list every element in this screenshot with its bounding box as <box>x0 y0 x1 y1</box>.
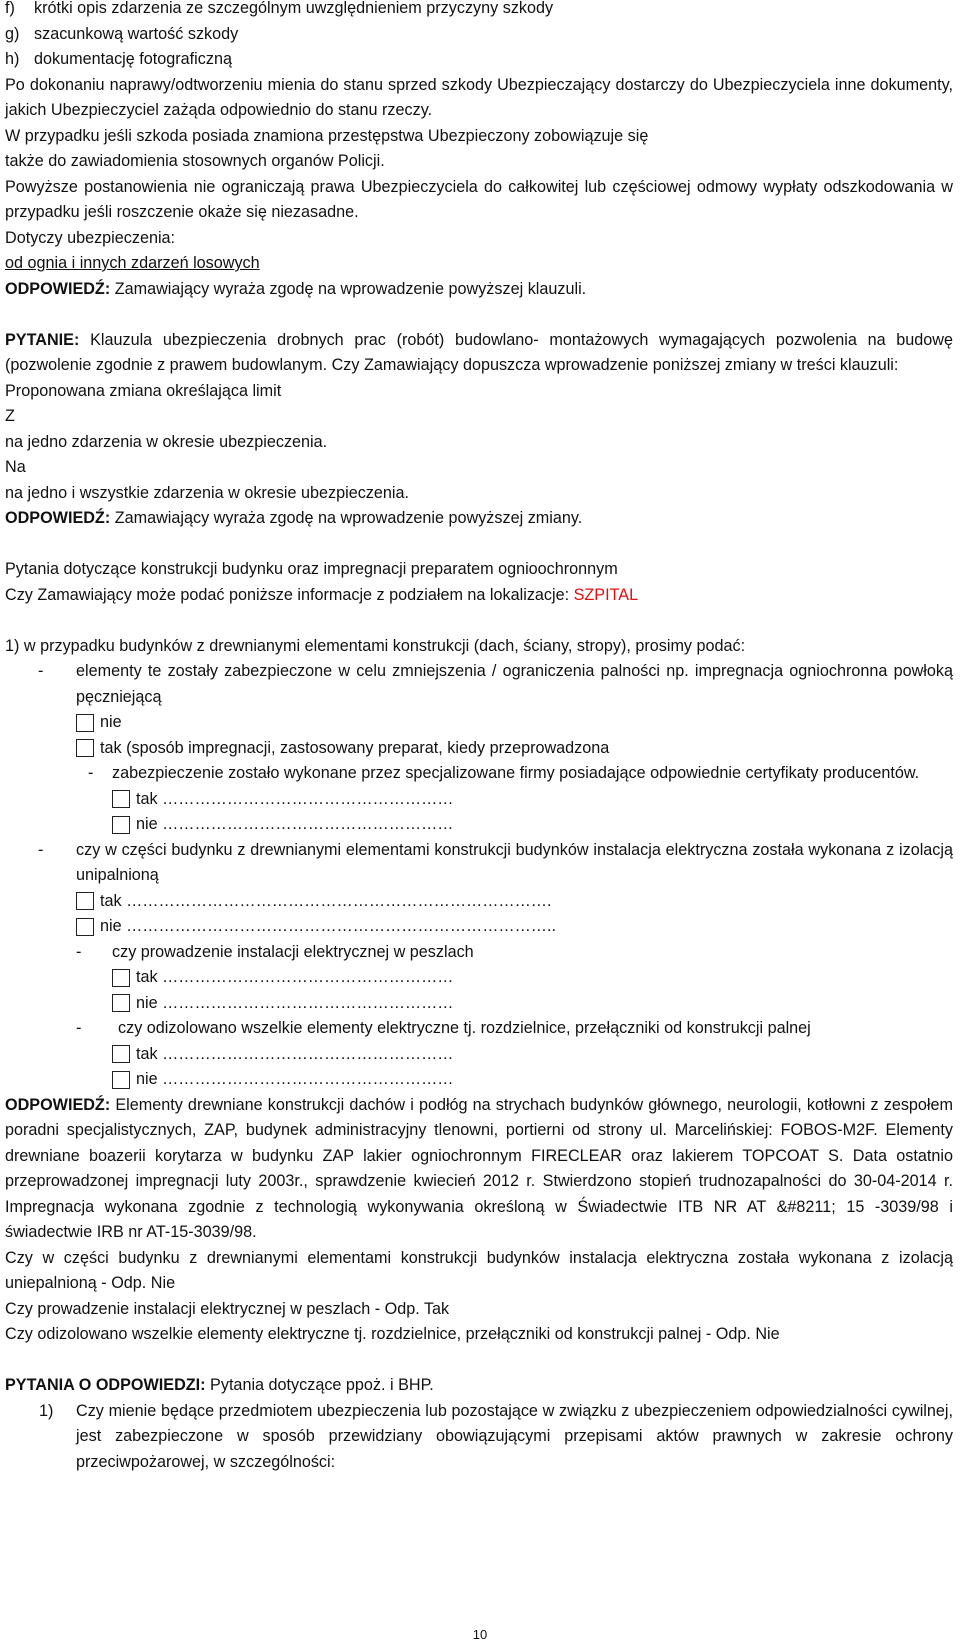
dash-marker: - <box>38 662 44 680</box>
option-label: nie ……………………………………………… <box>136 1070 454 1088</box>
list-item-text: krótki opis zdarzenia ze szczególnym uwzględnieniem przyczyny szkody <box>34 0 554 17</box>
option-label: nie ……………………………………………… <box>136 993 454 1012</box>
question-text: zabezpieczenie zostało wykonane przez specjalizowane firmy posiadające odpowiednie certyfikaty producentów. <box>112 764 920 782</box>
document-page <box>5 0 953 1475</box>
dash-marker: - <box>76 942 82 961</box>
construction-request-text: Czy Zamawiający może podać poniższe informacje z podziałem na lokalizacje: <box>5 585 570 604</box>
option-nie[interactable] <box>5 991 953 1017</box>
option-tak[interactable] <box>5 787 953 813</box>
checkbox[interactable] <box>112 790 130 808</box>
question-impregnation <box>5 659 953 710</box>
fire-item-1 <box>5 1399 953 1476</box>
paragraph-police-line1: W przypadku jeśli szkoda posiada znamiona przestępstwa Ubezpieczony zobowiązuje się <box>5 126 649 145</box>
list-item-text: szacunkową wartość szkody <box>34 24 239 43</box>
question-label: PYTANIE: <box>5 330 80 349</box>
question-certified-firms <box>5 761 953 787</box>
option-label: nie …………………………………………………………………….. <box>100 917 556 935</box>
answer-3-conduits: Czy prowadzenie instalacji elektrycznej w peszlach - Odp. Tak <box>5 1299 450 1318</box>
checkbox[interactable] <box>76 918 94 936</box>
construction-request <box>5 583 953 609</box>
page-number: 10 <box>472 1627 488 1642</box>
question-text: elementy te zostały zabezpieczone w celu zmniejszenia / ograniczenia palności np. impregnacja ogniochronna powłoką pęczniejącą <box>76 662 953 706</box>
checkbox[interactable] <box>112 969 130 987</box>
question-text: czy w części budynku z drewnianymi elementami konstrukcji budynków instalacja elektryczna została wykonana z izolacją unipalnioną <box>76 840 953 884</box>
list-item <box>5 22 953 48</box>
answer-2 <box>5 506 953 532</box>
option-nie[interactable] <box>5 812 953 838</box>
answer-label: ODPOWIEDŹ: <box>5 279 111 298</box>
checkbox[interactable] <box>76 892 94 910</box>
option-label: tak ……………………………………………… <box>136 789 454 808</box>
from-label: Z <box>5 407 15 425</box>
question-text: Klauzula ubezpieczenia drobnych prac (robót) budowlano- montażowych wymagających pozwolenia na budowę (pozwolenie zgodnie z prawem budowlanym. Czy Zamawiający dopuszcza wprowadzenie poniższej zmiany w treści klauzuli: <box>5 330 953 374</box>
checkbox[interactable] <box>112 1071 130 1089</box>
item-1: 1) w przypadku budynków z drewnianymi elementami konstrukcji (dach, ściany, stropy), prosimy podać: <box>5 636 746 655</box>
list-item-text: dokumentację fotograficzną <box>34 50 232 68</box>
construction-heading: Pytania dotyczące konstrukcji budynku oraz impregnacji preparatem ognioochronnym <box>5 560 618 578</box>
answer-text: Zamawiający wyraża zgodę na wprowadzenie powyższej zmiany. <box>114 509 583 527</box>
fire-item-text: Czy mienie będące przedmiotem ubezpieczenia lub pozostające w związku z ubezpieczeniem odpowiedzialności cywilnej, jest zabezpieczone w sposób przewidziany obowiązującymi przepisami aktów prawnych w zakresie ochrony przeciwpożarowej, w szczególności: <box>76 1401 953 1471</box>
option-nie[interactable] <box>5 1067 953 1093</box>
list-marker: g) <box>5 24 20 43</box>
paragraph-police-line2: także do zawiadomienia stosownych organów Policji. <box>5 152 385 170</box>
answer-label: ODPOWIEDŹ: <box>5 509 111 527</box>
question-conduits <box>5 940 953 966</box>
answer-text: Zamawiający wyraża zgodę na wprowadzenie powyższej klauzuli. <box>114 279 587 298</box>
answer-text: Elementy drewniane konstrukcji dachów i podłóg na strychach budynków głównego, neurologii, kotłowni z zespołem poradni specjalistycznych, ZAP, budynek administracyjny tlenowni, portierni od strony ul. Marcelińskiej: FOBOS-M2F. Elementy drewniane boazerii korytarza w budynku ZAP lakier ogniochronnym FIRECLEAR oraz lakierem TOPCOAT S. Data ostatnio przeprowadzonej impregnacji luty 2003r., sprawdzenie kwiecień 2012 r. Stwierdzono stopień trudnozapalności do 30-04-2014 r. Impregnacja wykonana zgodnie z technologią wykonywania określoną w Świadectwie ITB NR AT &#8211; 15 -3039/98 i świadectwie IRB nr AT-15-3039/98. <box>5 1095 953 1241</box>
answer-3-isolated: Czy odizolowano wszelkie elementy elektryczne tj. rozdzielnice, przełączniki od konstrukcji palnej - Odp. Nie <box>5 1325 780 1343</box>
checkbox[interactable] <box>76 714 94 732</box>
checkbox[interactable] <box>112 816 130 834</box>
list-item <box>5 0 953 22</box>
question-insulation <box>5 838 953 889</box>
list-item <box>5 47 953 73</box>
question-paragraph <box>5 328 953 379</box>
option-nie[interactable] <box>5 914 953 940</box>
list-marker: h) <box>5 50 20 68</box>
option-label: nie <box>100 713 122 731</box>
answer-3-insulation: Czy w części budynku z drewnianymi elementami konstrukcji budynków instalacja elektryczna została wykonana z izolacją uniepalnioną - Odp. Nie <box>5 1248 953 1292</box>
option-nie[interactable] <box>5 710 953 736</box>
checkbox[interactable] <box>76 739 94 757</box>
option-label: tak ……………………………………………… <box>136 968 454 986</box>
answer-3 <box>5 1093 953 1246</box>
checkbox[interactable] <box>112 994 130 1012</box>
question-isolated <box>5 1016 953 1042</box>
applies-label: Dotyczy ubezpieczenia: <box>5 228 176 247</box>
questions-heading <box>5 1373 953 1399</box>
dash-marker: - <box>88 764 94 782</box>
option-tak[interactable] <box>5 1042 953 1068</box>
option-tak[interactable] <box>5 889 953 915</box>
from-text: na jedno zdarzenia w okresie ubezpieczenia. <box>5 432 328 451</box>
applies-value: od ognia i innych zdarzeń losowych <box>5 254 260 272</box>
location-name: SZPITAL <box>573 585 639 604</box>
questions-label: PYTANIA O ODPOWIEDZI: <box>5 1376 206 1394</box>
proposal-title: Proponowana zmiana określająca limit <box>5 381 282 400</box>
option-label: tak ……………………………………………… <box>136 1044 454 1063</box>
question-text: czy prowadzenie instalacji elektrycznej w peszlach <box>112 942 474 961</box>
to-text: na jedno i wszystkie zdarzenia w okresie ubezpieczenia. <box>5 483 409 502</box>
questions-text: Pytania dotyczące ppoż. i BHP. <box>210 1376 434 1394</box>
to-label: Na <box>5 458 26 476</box>
dash-marker: - <box>38 840 44 859</box>
paragraph-limits: Powyższe postanowienia nie ograniczają prawa Ubezpieczyciela do całkowitej lub częściowej odmowy wypłaty odszkodowania w przypadku jeśli roszczenie okaże się niezasadne. <box>5 177 953 221</box>
option-label: nie ……………………………………………… <box>136 815 454 833</box>
dash-marker: - <box>76 1019 82 1037</box>
option-label: tak (sposób impregnacji, zastosowany preparat, kiedy przeprowadzona <box>100 738 610 757</box>
answer-1 <box>5 277 953 303</box>
checkbox[interactable] <box>112 1045 130 1063</box>
option-tak[interactable] <box>5 736 953 762</box>
list-marker: f) <box>5 0 15 17</box>
option-label: tak ……………………………………………………………………. <box>100 891 552 910</box>
paragraph-documents: Po dokonaniu naprawy/odtworzeniu mienia do stanu sprzed szkody Ubezpieczający dostarczy do Ubezpieczyciela inne dokumenty, jakich Ubezpieczyciel zażąda odpowiednio do stanu rzeczy. <box>5 75 953 119</box>
question-text: czy odizolowano wszelkie elementy elektryczne tj. rozdzielnice, przełączniki od konstrukcji palnej <box>118 1019 811 1037</box>
list-marker: 1) <box>39 1401 54 1420</box>
option-tak[interactable] <box>5 965 953 991</box>
answer-label: ODPOWIEDŹ: <box>5 1095 111 1114</box>
